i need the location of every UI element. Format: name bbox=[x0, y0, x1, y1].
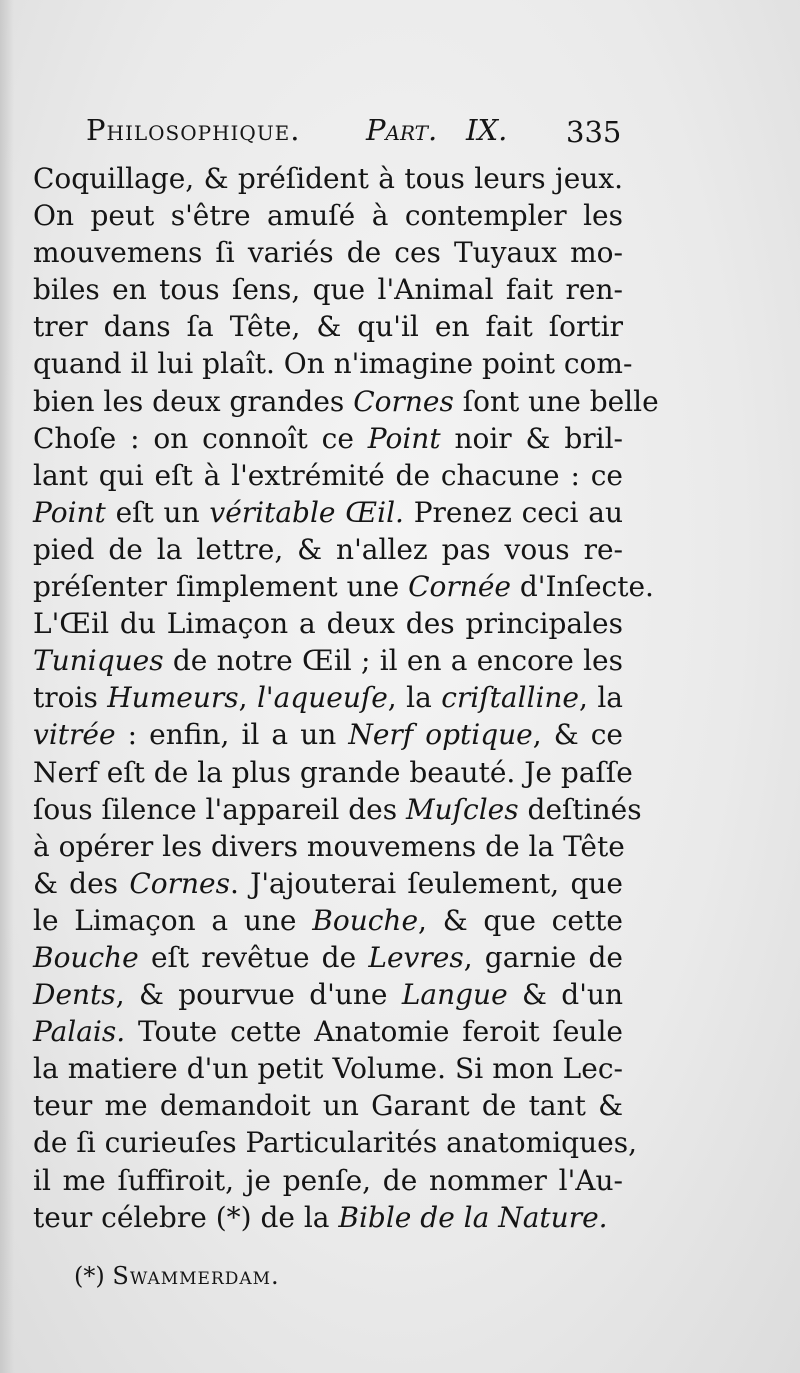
text-line: le Limaçon a une Bouche, & que cette bbox=[33, 903, 623, 937]
text-line: trois Humeurs, l'aqueuſe, la criſtalline, la bbox=[33, 681, 623, 715]
text-line: teur me demandoit un Garant de tant & bbox=[33, 1089, 623, 1123]
text-line: il me ſuffiroit, je penſe, de nommer l'Au- bbox=[33, 1163, 623, 1197]
footnote bbox=[74, 1262, 280, 1290]
footnote-marker: (*) bbox=[74, 1262, 105, 1290]
running-title: Philosophique. bbox=[86, 113, 301, 147]
text-line: On peut s'être amuſé à contempler les bbox=[33, 199, 623, 233]
text-line: Bouche eſt revêtue de Levres, garnie de bbox=[33, 940, 624, 974]
text-line: Point eſt un véritable Œil. Prenez ceci au bbox=[33, 495, 624, 529]
text-line: de ſi curieuſes Particularités anatomiques, bbox=[33, 1126, 637, 1160]
running-header bbox=[86, 113, 646, 157]
text-line: à opérer les divers mouvemens de la Tête bbox=[33, 829, 625, 863]
text-line: pied de la lettre, & n'allez pas vous re- bbox=[33, 532, 623, 566]
part-number: IX. bbox=[466, 113, 508, 147]
text-line: préſenter ſimplement une Cornée d'Inſecte. bbox=[33, 570, 654, 604]
footnote-name: Swammerdam. bbox=[112, 1262, 280, 1290]
text-line: & des Cornes. J'ajouterai ſeulement, que bbox=[33, 866, 623, 900]
body-text bbox=[33, 160, 659, 1236]
text-line: trer dans ſa Tête, & qu'il en fait ſortir bbox=[33, 310, 623, 344]
text-line: biles en tous ſens, que l'Animal fait ren- bbox=[33, 273, 623, 307]
text-line: teur célebre (*) de la Bible de la Nature. bbox=[33, 1200, 608, 1234]
text-line: quand il lui plaît. On n'imagine point com- bbox=[33, 347, 633, 381]
text-line: lant qui eſt à l'extrémité de chacune : ce bbox=[33, 458, 623, 492]
text-line: ſous ſilence l'appareil des Muſcles deſtinés bbox=[33, 792, 642, 826]
text-line: Dents, & pourvue d'une Langue & d'un bbox=[33, 978, 623, 1012]
text-line: Tuniques de notre Œil ; il en a encore les bbox=[33, 644, 623, 678]
part-label: Part. bbox=[366, 113, 438, 147]
text-line: bien les deux grandes Cornes ſont une belle bbox=[33, 384, 659, 418]
text-line: Coquillage, & préſident à tous leurs jeux. bbox=[33, 162, 623, 195]
text-line: la matiere d'un petit Volume. Si mon Lec- bbox=[33, 1052, 623, 1086]
text-line: Nerf eſt de la plus grande beauté. Je paſſe bbox=[33, 755, 633, 789]
page-number: 335 bbox=[566, 115, 622, 149]
text-line: vitrée : enfin, il a un Nerf optique, & ce bbox=[33, 718, 623, 752]
text-line: Palais. Toute cette Anatomie feroit ſeule bbox=[33, 1015, 623, 1049]
text-line: mouvemens ſi variés de ces Tuyaux mo- bbox=[33, 236, 623, 270]
text-line: Choſe : on connoît ce Point noir & bril- bbox=[33, 421, 623, 455]
page-edge-shadow bbox=[0, 0, 14, 1373]
text-line: L'Œil du Limaçon a deux des principales bbox=[33, 607, 623, 641]
